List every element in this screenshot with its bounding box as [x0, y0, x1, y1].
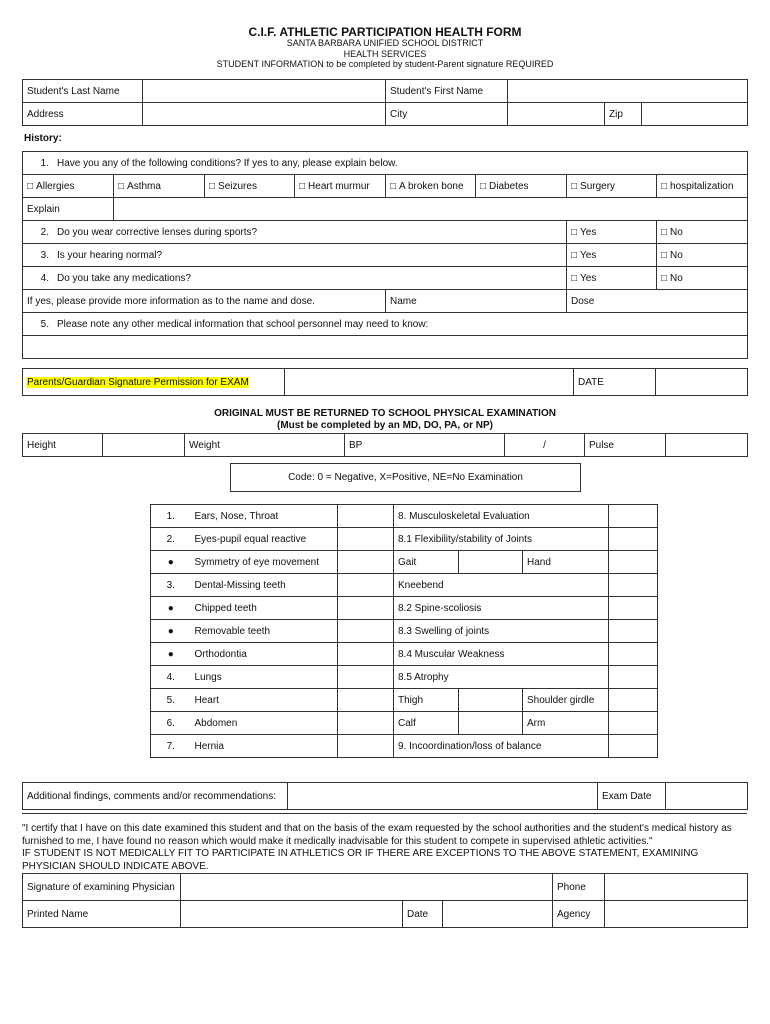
exam-row	[151, 528, 658, 551]
question-1	[23, 152, 748, 175]
exam-right-result-final[interactable]	[609, 505, 658, 528]
phone-field[interactable]	[605, 874, 748, 901]
condition-asthma[interactable]	[114, 175, 205, 198]
student-info-table	[22, 79, 748, 126]
q2-yes-checkbox[interactable]	[567, 221, 657, 244]
bp-diastolic-field[interactable]	[505, 434, 585, 457]
cert-line-4: PHYSICIAN SHOULD INDICATE ABOVE.	[22, 860, 209, 872]
checkbox-label: □ Yes	[571, 250, 596, 261]
parent-signature-table	[22, 368, 748, 396]
q4-number: 4.	[40, 272, 49, 284]
exam-item-result[interactable]	[338, 597, 394, 620]
district-name-part: SANTA BARBARA UNIFIED SCHOOL DI	[286, 38, 451, 48]
condition-heart-murmur[interactable]	[295, 175, 386, 198]
exam-right-result-final[interactable]	[609, 597, 658, 620]
exam-row	[151, 735, 658, 758]
history-table	[22, 151, 748, 359]
height-field[interactable]	[103, 434, 185, 457]
parent-date-field[interactable]	[656, 369, 748, 396]
checkbox-label: □ hospitalization	[661, 181, 733, 192]
exam-item-result[interactable]	[338, 643, 394, 666]
divider	[22, 813, 747, 814]
exam-right-result-final[interactable]	[609, 735, 658, 758]
exam-right-result-final[interactable]	[609, 528, 658, 551]
physician-date-label: Date	[403, 901, 443, 928]
last-name-field[interactable]	[143, 80, 386, 103]
exam-item-label: Hernia	[191, 735, 338, 758]
phone-label: Phone	[553, 874, 605, 901]
exam-item-marker: 7.	[151, 735, 191, 758]
exam-item-marker: ●	[151, 620, 191, 643]
condition-hospitalization[interactable]	[657, 175, 748, 198]
exam-right-label: 8.1 Flexibility/stability of Joints	[394, 528, 609, 551]
exam-row	[151, 712, 658, 735]
exam-date-field[interactable]	[666, 783, 748, 810]
exam-item-label: Dental-Missing teeth	[191, 574, 338, 597]
cert-line-1: "I certify that I have on this date examined this student and that on the basis of the exam requested by the school authorities and the student's medical history as	[22, 823, 732, 834]
exam-item-label: Chipped teeth	[191, 597, 338, 620]
exam-right-result-final[interactable]	[609, 712, 658, 735]
district-name	[0, 38, 770, 48]
checkbox-label: □ Allergies	[27, 181, 74, 192]
q2-number: 2.	[40, 226, 49, 238]
exam-item-marker: ●	[151, 643, 191, 666]
q4-no-checkbox[interactable]	[657, 267, 748, 290]
meds-info-label: If yes, please provide more information as to the name and dose.	[23, 290, 386, 313]
exam-item-label: Ears, Nose, Throat	[191, 505, 338, 528]
condition-diabetes[interactable]	[476, 175, 567, 198]
exam-item-label: Symmetry of eye movement	[191, 551, 338, 574]
exam-item-label: Abdomen	[191, 712, 338, 735]
q3-no-checkbox[interactable]	[657, 244, 748, 267]
physician-signature-label: Signature of examining Physician	[23, 874, 181, 901]
printed-name-field[interactable]	[181, 901, 403, 928]
exam-right-result[interactable]	[459, 551, 523, 574]
city-field[interactable]	[508, 103, 605, 126]
exam-item-result[interactable]	[338, 689, 394, 712]
q4-text: Do you take any medications?	[57, 272, 191, 284]
exam-right-result-final[interactable]	[609, 689, 658, 712]
exam-right-label: 8.5 Atrophy	[394, 666, 609, 689]
cert-line-3: IF STUDENT IS NOT MEDICALLY FIT TO PARTICIPATE IN ATHLETICS OR IF THERE ARE EXCEPTIONS TO THE ABOVE STATEMENT, EXAMINING	[22, 848, 699, 859]
exam-right-result-final[interactable]	[609, 574, 658, 597]
condition-seizures[interactable]	[205, 175, 295, 198]
agency-field[interactable]	[605, 901, 748, 928]
exam-item-result[interactable]	[338, 666, 394, 689]
exam-item-label: Lungs	[191, 666, 338, 689]
history-label: History:	[24, 133, 62, 144]
question-5	[23, 313, 748, 336]
exam-item-marker: 2.	[151, 528, 191, 551]
findings-field[interactable]	[288, 783, 598, 810]
bp-label: BP	[349, 439, 363, 451]
explain-field[interactable]	[114, 198, 748, 221]
exam-right-label-2: Arm	[523, 712, 609, 735]
checkbox-label: □ A broken bone	[390, 181, 464, 192]
pulse-label: Pulse	[585, 434, 666, 457]
vitals-table	[22, 433, 748, 457]
exam-row	[151, 643, 658, 666]
instructions: STUDENT INFORMATION to be completed by student-Parent signature REQUIRED	[216, 59, 554, 69]
exam-right-label: 9. Incoordination/loss of balance	[394, 735, 609, 758]
exam-right-result-final[interactable]	[609, 551, 658, 574]
exam-right-label-2: Hand	[523, 551, 609, 574]
exam-item-marker: 6.	[151, 712, 191, 735]
med-name-field[interactable]	[386, 290, 567, 313]
q3-yes-checkbox[interactable]	[567, 244, 657, 267]
parent-signature-label	[23, 369, 285, 396]
med-dose-label: Dose	[571, 295, 595, 307]
physician-date-field[interactable]	[443, 901, 553, 928]
exam-row	[151, 597, 658, 620]
exam-right-label: Kneebend	[394, 574, 609, 597]
exam-item-result[interactable]	[338, 620, 394, 643]
bp-slash: /	[543, 439, 546, 451]
exam-title: ORIGINAL MUST BE RETURNED TO SCHOOL PHYSICAL EXAMINATION	[214, 408, 556, 419]
question-3	[23, 244, 567, 267]
checkbox-label: □ No	[661, 227, 683, 238]
checkbox-label: □ Asthma	[118, 181, 161, 192]
weight-label: Weight	[189, 439, 220, 451]
exam-item-label: Heart	[191, 689, 338, 712]
physician-signature-field[interactable]	[181, 874, 553, 901]
exam-right-label: 8. Musculoskeletal Evaluation	[394, 505, 609, 528]
checkbox-label: □ No	[661, 273, 683, 284]
q2-no-checkbox[interactable]	[657, 221, 748, 244]
exam-row	[151, 574, 658, 597]
parent-date-label: DATE	[574, 369, 656, 396]
bp-field[interactable]	[345, 434, 505, 457]
exam-right-label: Calf	[394, 712, 459, 735]
exam-item-marker: ●	[151, 551, 191, 574]
question-4	[23, 267, 567, 290]
agency-label: Agency	[553, 901, 605, 928]
condition-surgery[interactable]	[567, 175, 657, 198]
parent-signature-text: Parents/Guardian Signature Permission for EXAM	[27, 376, 249, 388]
exam-right-label-2: Shoulder girdle	[523, 689, 609, 712]
q1-text: Have you any of the following conditions? If yes to any, please explain below.	[57, 157, 398, 169]
med-name-label: Name	[390, 295, 417, 307]
question-2	[23, 221, 567, 244]
services-name: HEALTH SERVICES	[343, 49, 427, 59]
exam-right-result-final[interactable]	[609, 620, 658, 643]
other-medical-info-field[interactable]	[23, 336, 748, 359]
district-name-suffix: STRICT	[450, 38, 484, 48]
exam-right-label: 8.2 Spine-scoliosis	[394, 597, 609, 620]
exam-item-result[interactable]	[338, 712, 394, 735]
condition-allergies[interactable]	[23, 175, 114, 198]
exam-right-label: 8.4 Muscular Weakness	[394, 643, 609, 666]
address-label: Address	[23, 103, 143, 126]
exam-row	[151, 551, 658, 574]
checkbox-label: □ Heart murmur	[299, 181, 370, 192]
exam-item-result[interactable]	[338, 735, 394, 758]
checkbox-label: □ Diabetes	[480, 181, 529, 192]
zip-field[interactable]	[642, 103, 748, 126]
q5-text: Please note any other medical information that school personnel may need to know:	[57, 318, 429, 330]
exam-row	[151, 666, 658, 689]
q3-text: Is your hearing normal?	[57, 249, 163, 261]
first-name-field[interactable]	[508, 80, 748, 103]
q4-yes-checkbox[interactable]	[567, 267, 657, 290]
physician-table	[22, 873, 748, 928]
exam-date-label: Exam Date	[598, 783, 666, 810]
exam-right-result-final[interactable]	[609, 666, 658, 689]
parent-signature-field[interactable]	[285, 369, 574, 396]
checkbox-label: □ Seizures	[209, 181, 257, 192]
first-name-label: Student's First Name	[386, 80, 508, 103]
last-name-label: Student's Last Name	[23, 80, 143, 103]
checkbox-label: □ Yes	[571, 273, 596, 284]
q5-number: 5.	[40, 318, 49, 330]
exam-row	[151, 689, 658, 712]
certification-statement	[22, 823, 752, 873]
exam-item-label: Removable teeth	[191, 620, 338, 643]
exam-row	[151, 620, 658, 643]
exam-item-result[interactable]	[338, 505, 394, 528]
address-field[interactable]	[143, 103, 386, 126]
q3-number: 3.	[40, 249, 49, 261]
form-title: C.I.F. ATHLETIC PARTICIPATION HEALTH FORM	[248, 25, 522, 39]
exam-item-marker: ●	[151, 597, 191, 620]
exam-right-label: Thigh	[394, 689, 459, 712]
pulse-field[interactable]	[666, 434, 748, 457]
checkbox-label: □ No	[661, 250, 683, 261]
exam-grid-table	[150, 504, 658, 758]
checkbox-label: □ Surgery	[571, 181, 615, 192]
q2-text: Do you wear corrective lenses during sports?	[57, 226, 258, 238]
condition-broken-bone[interactable]	[386, 175, 476, 198]
code-legend: Code: 0 = Negative, X=Positive, NE=No Examination	[288, 472, 523, 483]
city-label: City	[386, 103, 508, 126]
exam-item-marker: 3.	[151, 574, 191, 597]
exam-item-label: Orthodontia	[191, 643, 338, 666]
zip-label: Zip	[605, 103, 642, 126]
exam-right-label: Gait	[394, 551, 459, 574]
height-label: Height	[23, 434, 103, 457]
code-legend-box	[230, 463, 581, 492]
exam-right-result[interactable]	[459, 712, 523, 735]
exam-item-marker: 5.	[151, 689, 191, 712]
exam-right-result[interactable]	[459, 689, 523, 712]
exam-right-label: 8.3 Swelling of joints	[394, 620, 609, 643]
exam-right-result-final[interactable]	[609, 643, 658, 666]
exam-item-result[interactable]	[338, 574, 394, 597]
explain-label: Explain	[23, 198, 114, 221]
cert-line-2: furnished to me, I have found no reason which would make it medically inadvisable for this student to compete in supervised athletic activities."	[22, 835, 653, 847]
exam-item-marker: 1.	[151, 505, 191, 528]
printed-name-label: Printed Name	[23, 901, 181, 928]
exam-item-label: Eyes-pupil equal reactive	[191, 528, 338, 551]
exam-item-marker: 4.	[151, 666, 191, 689]
exam-item-result[interactable]	[338, 551, 394, 574]
exam-subtitle: (Must be completed by an MD, DO, PA, or NP)	[277, 420, 493, 431]
med-dose-field[interactable]	[567, 290, 748, 313]
checkbox-label: □ Yes	[571, 227, 596, 238]
q1-number: 1.	[40, 157, 49, 169]
exam-row	[151, 505, 658, 528]
findings-table	[22, 782, 748, 810]
exam-item-result[interactable]	[338, 528, 394, 551]
weight-field[interactable]	[185, 434, 345, 457]
findings-label: Additional findings, comments and/or recommendations:	[23, 783, 288, 810]
